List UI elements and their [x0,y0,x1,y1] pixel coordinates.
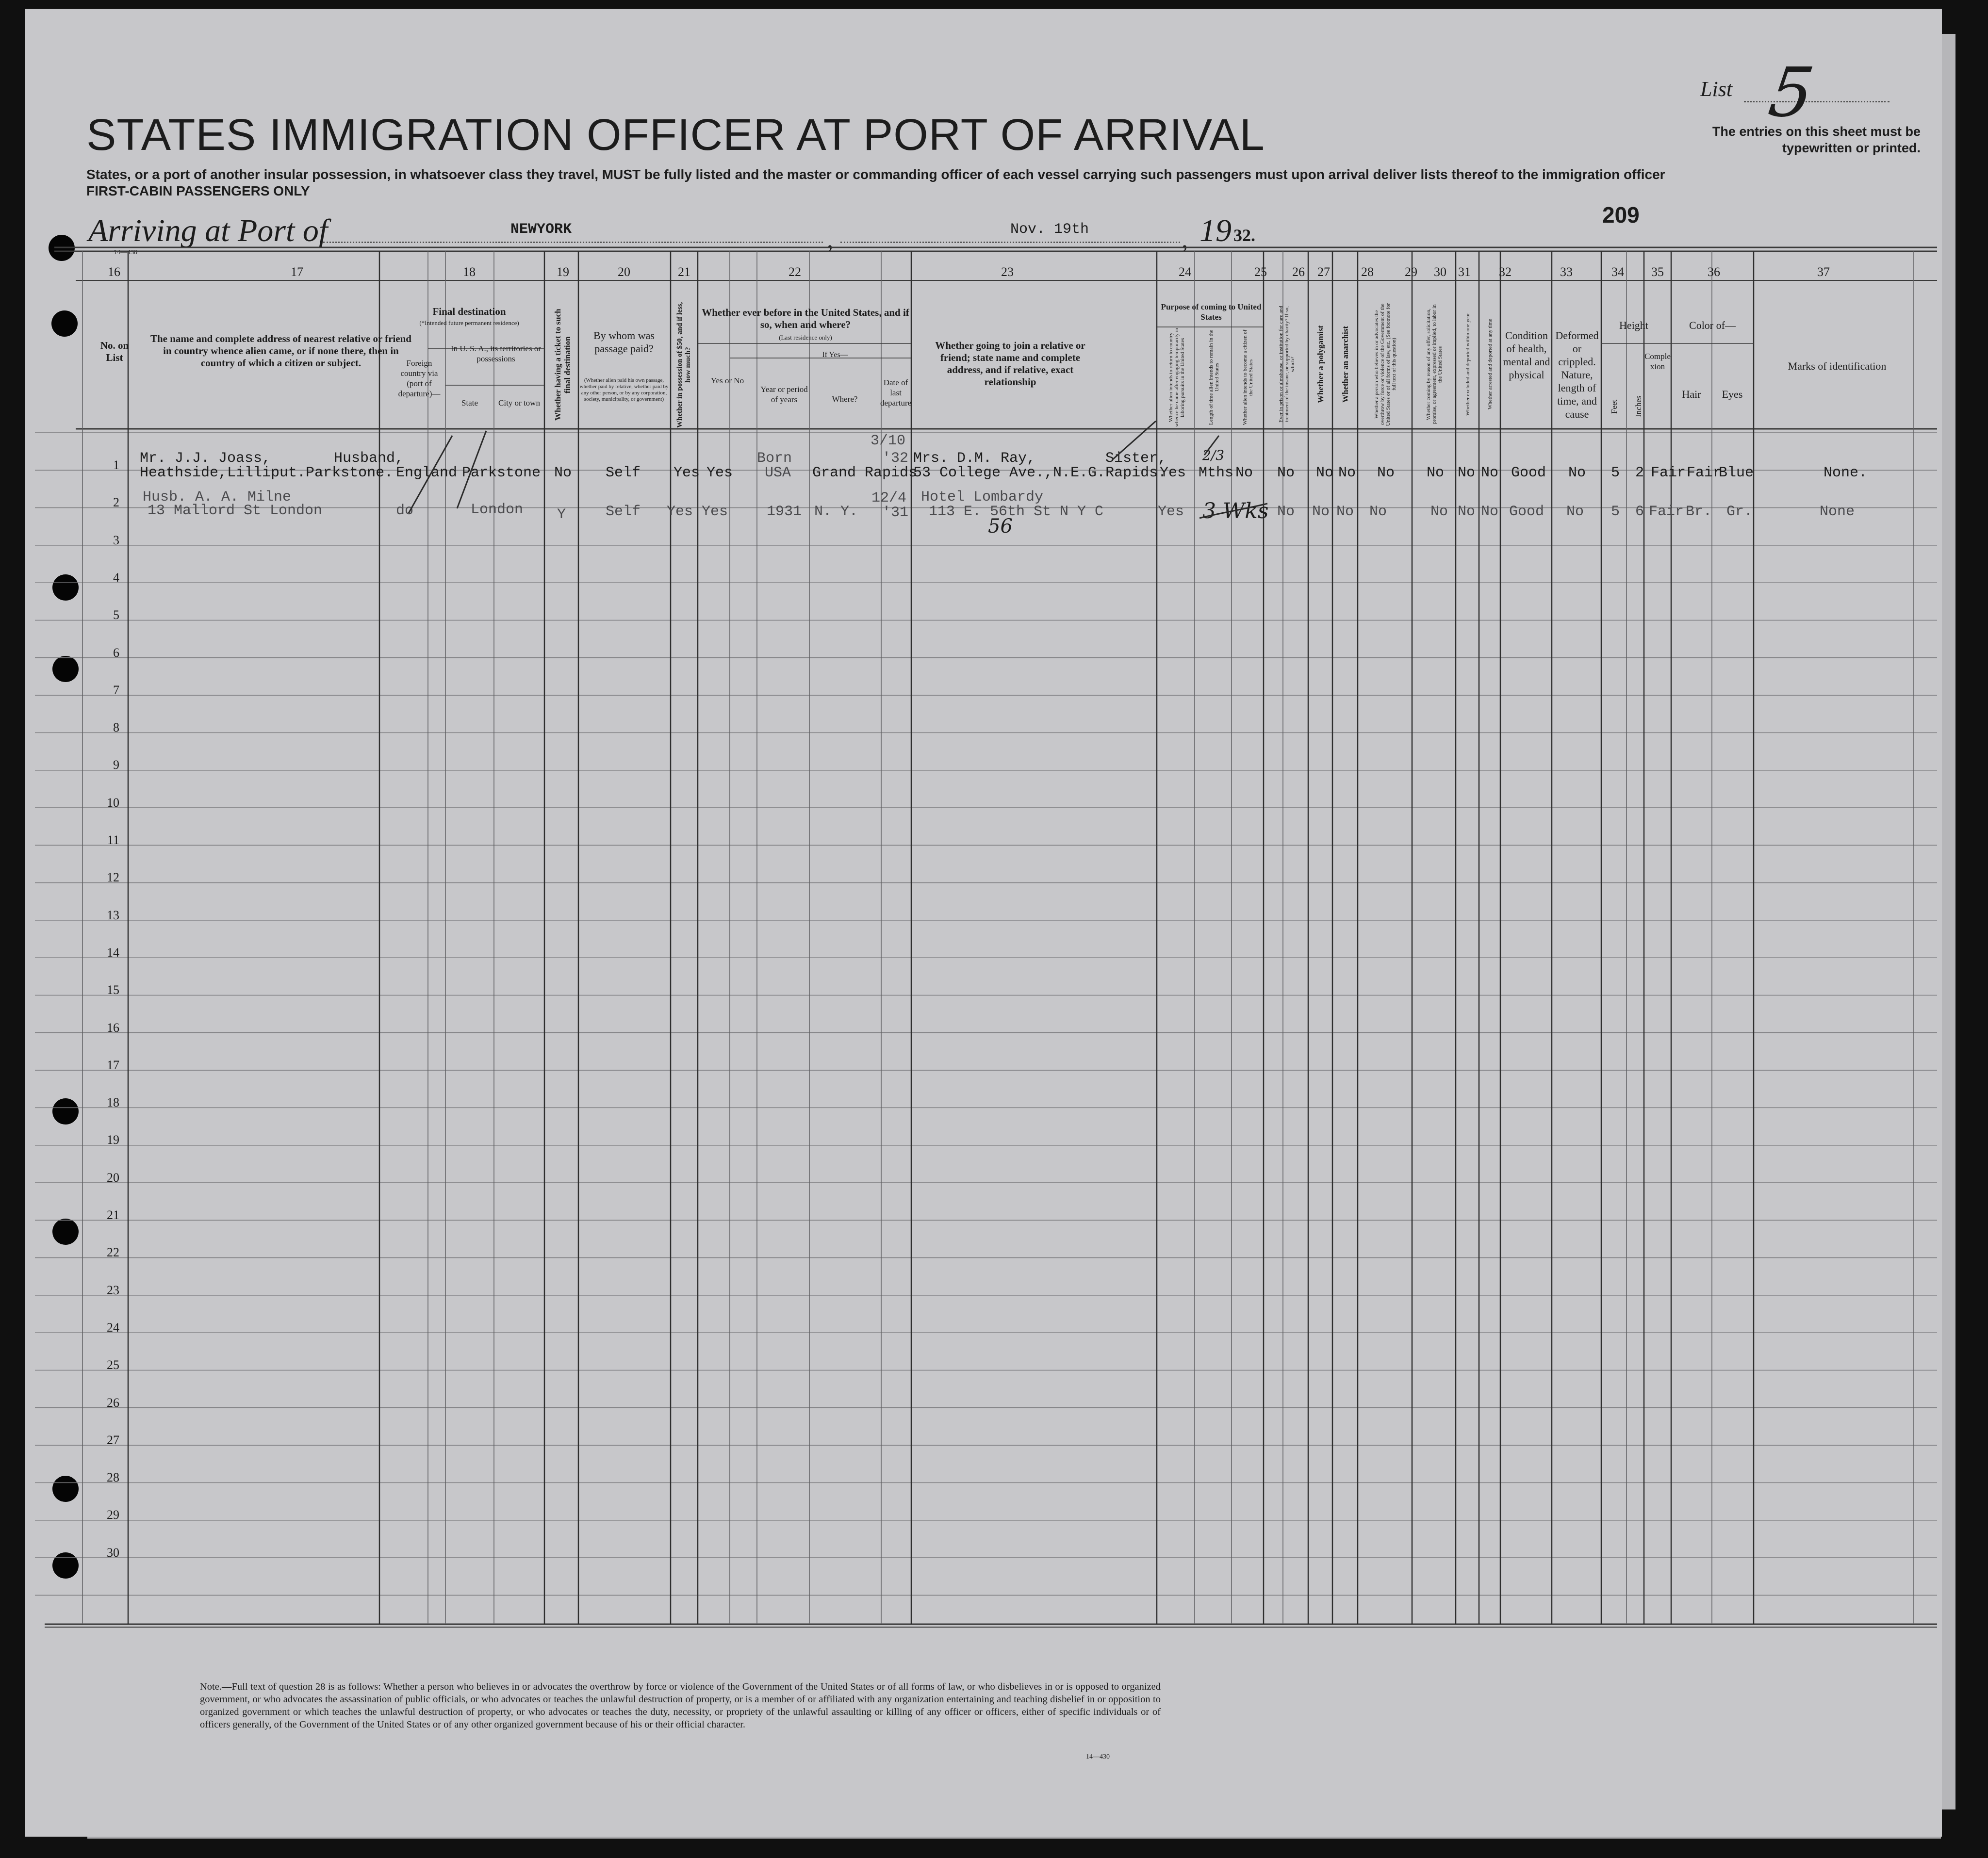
row-number: 7 [113,683,119,697]
row2-eyes: Gr. [1726,504,1753,520]
row1-overthrow: No [1377,465,1395,481]
header-final-destination: Final destination [432,306,506,317]
row-number: 15 [107,983,119,997]
form-code: 14—430 [114,249,137,256]
row1-where: Grand Rapids [812,465,918,481]
row-number: 11 [107,833,119,847]
year-suffix: 32. [1233,226,1255,245]
header-where: Where? [832,394,858,404]
row1-year: USA [765,465,791,481]
col-number-23: 23 [1001,265,1014,279]
header-excluded: Whether excluded and deported within one year [1465,313,1471,416]
header-inches: Inches [1634,395,1643,418]
header-year-period: Year or period of years [760,385,808,404]
header-passage-paid-note: (Whether alien paid his own passage, whether paid by relative, whether paid by any other person, or by any corporation, society, municipality, or government) [579,377,669,402]
row-number: 27 [107,1433,119,1447]
header-city: City or town [498,398,540,407]
row1-join-relationship: Sister, [1105,450,1167,467]
page-number: 209 [1602,202,1640,228]
row1-marks: None. [1824,465,1868,481]
row-number: 3 [113,533,119,547]
col-number-26: 26 [1292,265,1305,279]
row2-labor-offer: No [1430,504,1448,520]
row1-length: Mths [1199,465,1234,481]
header-last-departure: Date of last departure [880,378,912,407]
header-foreign-country: Foreign country via (port of departure)— [398,359,441,398]
header-become-citizen: Whether alien intends to become a citizen of the United States [1242,329,1254,425]
row2-been-before: Yes [702,504,728,520]
col-number-25: 25 [1254,265,1267,279]
row-number: 10 [107,795,119,810]
col-number-34: 34 [1611,265,1624,279]
row-number: 12 [107,870,119,885]
row1-prison: No [1277,465,1295,481]
header-no-on-list: No. on List [100,340,129,363]
row-number: 5 [113,608,119,622]
row2-prison: No [1277,504,1295,520]
row2-anarchist: No [1336,504,1354,520]
header-purpose: Purpose of coming to United States [1161,302,1262,322]
row2-join-line1: Hotel Lombardy [921,489,1044,505]
header-polygamist: Whether a polygamist [1316,325,1325,404]
row1-excluded: No [1458,465,1476,481]
row-number: 2 [113,495,119,510]
handwritten-strokes [25,9,1942,591]
header-fifty-dollars: Whether in possession of $50, and if less, how much? [676,302,692,428]
col-number-18: 18 [463,265,476,279]
header-marks: Marks of identification [1788,360,1887,372]
row-number: 26 [107,1395,119,1410]
col-number-28: 28 [1361,265,1374,279]
col-number-31: 31 [1458,265,1471,279]
row1-foreign-country: England [396,465,458,481]
col-number-19: 19 [557,265,569,279]
header-join-relative: Whether going to join a relative or friend; state name and complete address, and if relative, exact relationship [935,340,1085,388]
col-number-35: 35 [1651,265,1664,279]
row-number: 19 [107,1133,119,1147]
row2-relative-line1: Husb. A. A. Milne [143,489,292,505]
col-number-20: 20 [618,265,630,279]
row2-inches: 6 [1635,504,1644,520]
row1-citizen: No [1235,465,1253,481]
col-number-36: 36 [1708,265,1720,279]
row1-polygamist: No [1316,465,1334,481]
row1-been-before: Yes [706,465,733,481]
row-number: 13 [107,908,119,922]
row2-feet: 5 [1611,504,1620,520]
header-relative-address: The name and complete address of nearest relative or friend in country whence alien came, or if none there, then in country of which a citizen or subject. [150,333,411,369]
row2-polygamist: No [1312,504,1330,520]
col-number-30: 30 [1434,265,1446,279]
row1-join-line2: 53 College Ave.,N.E.G.Rapids. [913,465,1167,481]
row2-join-line2: 113 E. 56th St N Y C [929,504,1104,520]
header-ticket: Whether having a ticket to such final destination [553,309,572,421]
row1-health: Good [1511,465,1546,481]
header-labor-offer: Whether coming by reason of any offer, solicitation, promise, or agreement, expressed or implied, to labor in the United States [1426,304,1443,424]
col-number-29: 29 [1405,265,1417,279]
row2-return-home: Yes [1158,504,1184,520]
row1-eyes: Blue [1719,465,1754,481]
row1-city: Parkstone [462,465,541,481]
row1-departure: '32 [882,450,909,467]
footnote-text: Note.—Full text of question 28 is as follows: Whether a person who believes in or advocates the overthrow by force or violence of the Government of the United States or of all forms of law, or who disbelieves in or is opposed to organized government, or who advocates the assassination of public officials, or who advocates or teaches the unlawful destruction of property, or is a member of or affiliated with any organization entertaining and teaching disbelief in or opposition to organized government or which teaches the unlawful destruction of property, or who advocates or teaches the duty, necessity, or propriety of the unlawful assaulting or killing of any officer or officers, either of specific individuals or of officers generally, of the Government of the United States or of any other organized government because of his or their official character. [200,1681,1161,1730]
row2-hair: Br. [1686,504,1712,520]
col-number-33: 33 [1560,265,1573,279]
header-prison: Ever in prison or almshouse, or institution for care and treatment of the insane, or supported by charity? If so, which? [1278,306,1296,423]
row1-ticket: No [554,465,572,481]
row1-departure-top: 3/10 [871,433,906,449]
header-if-yes: If Yes— [822,351,848,359]
row2-arrested: No [1481,504,1499,520]
row-number: 21 [107,1208,119,1222]
row2-fifty-dollars: Yes [667,504,693,520]
header-complexion: Complexion [1644,352,1671,371]
row1-labor-offer: No [1427,465,1445,481]
year-prefix: 19 [1199,213,1232,248]
header-height: Height [1619,319,1648,331]
arrival-date: Nov. 19th [1010,221,1089,238]
list-number: 5 [1764,53,1819,132]
col-number-37: 37 [1817,265,1830,279]
row1-feet: 5 [1611,465,1620,481]
row2-ticket: Y [557,506,566,523]
arriving-label: Arriving at Port of [88,213,328,248]
header-eyes: Eyes [1722,388,1743,400]
row-number: 23 [107,1283,119,1297]
row-number: 22 [107,1245,119,1260]
col-number-21: 21 [678,265,690,279]
row2-city: London [471,502,524,518]
row1-length-top: 2/3 [1202,447,1225,463]
row2-paid-by: Self [606,504,641,520]
row1-anarchist: No [1338,465,1356,481]
header-return-home: Whether alien intends to return to country whence he came after engaging temporarily in laboring pursuits in the United States [1168,327,1185,427]
header-state: State [461,398,478,407]
row2-foreign-country: do [396,503,414,519]
row-number: 25 [107,1358,119,1372]
row1-deformed: No [1568,465,1586,481]
col-number-27: 27 [1317,265,1330,279]
header-health: Condition of health, mental and physical [1503,329,1550,381]
row-number: 6 [113,645,119,660]
date-separator: , [1182,225,1188,254]
header-been-before: Whether ever before in the United States, and if so, when and where? [702,307,909,330]
row2-departure-top: 12/4 [871,490,907,506]
row1-complexion: Fair [1651,465,1686,481]
row2-departure: '31 [882,505,909,521]
row1-relative-line1: Mr. J.J. Joass, [140,450,271,467]
header-deformed: Deformed or crippled. Nature, length of time, and cause [1555,329,1599,420]
port-separator: , [827,225,834,254]
row2-join-handwritten: 56 [988,515,1013,538]
row1-join-line1: Mrs. D.M. Ray, [913,450,1036,467]
header-anarchist: Whether an anarchist [1341,326,1350,403]
row2-excluded: No [1458,504,1476,520]
row1-fifty-dollars: Yes [674,465,700,481]
footnote-code: 14—430 [1086,1753,1110,1760]
col-number-17: 17 [291,265,303,279]
header-yes-or-no: Yes or No [710,376,744,385]
row1-hair: Fair [1687,465,1722,481]
row-number: 24 [107,1320,119,1335]
row1-inches: 2 [1635,465,1644,481]
header-feet: Feet [1610,399,1619,414]
row-number: 30 [107,1545,119,1560]
header-in-usa: In U. S. A., its territories or possessions [450,344,542,363]
intro-text: States, or a port of another insular possession, in whatsoever class they travel, MUST be fully listed and the master or commanding officer of each vessel carrying such passengers must upon arrival deliver lists thereof to the immigration officer [86,167,1665,182]
cabin-label: FIRST-CABIN PASSENGERS ONLY [86,183,310,198]
header-been-before-note: (Last residence only) [779,334,832,341]
row2-marks: None [1820,504,1855,520]
row2-overthrow: No [1369,504,1387,520]
manifest-sheet [25,9,1942,1837]
header-hair: Hair [1682,388,1701,400]
row2-deformed: No [1566,504,1584,520]
col-number-24: 24 [1179,265,1191,279]
row2-complexion: Fair [1649,504,1684,520]
header-passage-paid: By whom was passage paid? [593,329,655,355]
row2-length-handwritten: 3 Wks [1202,499,1269,523]
row2-relative-line2: 13 Mallord St London [148,503,323,519]
page-title: STATES IMMIGRATION OFFICER AT PORT OF ARRIVAL [86,110,1265,160]
header-final-destination-note: (*Intended future permanent residence) [419,319,519,326]
row-number: 28 [107,1470,119,1485]
row-number: 17 [107,1058,119,1072]
row1-paid-by: Self [606,465,641,481]
row-number: 8 [113,720,119,735]
col-number-16: 16 [108,265,120,279]
row1-relative-line2: Heathside,Lilliput.Parkstone. [140,465,394,481]
row2-health: Good [1509,504,1544,520]
row1-return-home: Yes [1160,465,1186,481]
row-number: 18 [107,1095,119,1110]
header-length-of-stay: Length of time alien intends to remain in the United States [1208,329,1220,425]
row1-relative-relationship: Husband, [334,450,404,467]
header-overthrow: Whether a person who believes in or advocates the overthrow by force or violence of the Government of the United States or of all forms of law, etc. (See footnote for full text of this question) [1374,303,1397,426]
row1-year-note: Born [757,450,792,467]
list-label: List [1700,77,1733,101]
col-number-32: 32 [1499,265,1512,279]
row-number: 16 [107,1020,119,1035]
row-number: 4 [113,570,119,585]
entries-note: The entries on this sheet must be typewritten or printed. [1712,124,1921,155]
col-number-22: 22 [789,265,801,279]
row-number: 9 [113,758,119,772]
row-number: 20 [107,1170,119,1185]
row-number: 29 [107,1508,119,1522]
port-value: NEWYORK [510,221,572,238]
row2-year: 1931 [767,504,802,520]
row1-arrested: No [1481,465,1499,481]
row2-where: N. Y. [814,504,858,520]
row-number: 14 [107,945,119,960]
row-number: 1 [113,458,119,472]
header-color-of: Color of— [1689,319,1736,331]
header-arrested: Whether arrested and deported at any time [1487,319,1493,410]
